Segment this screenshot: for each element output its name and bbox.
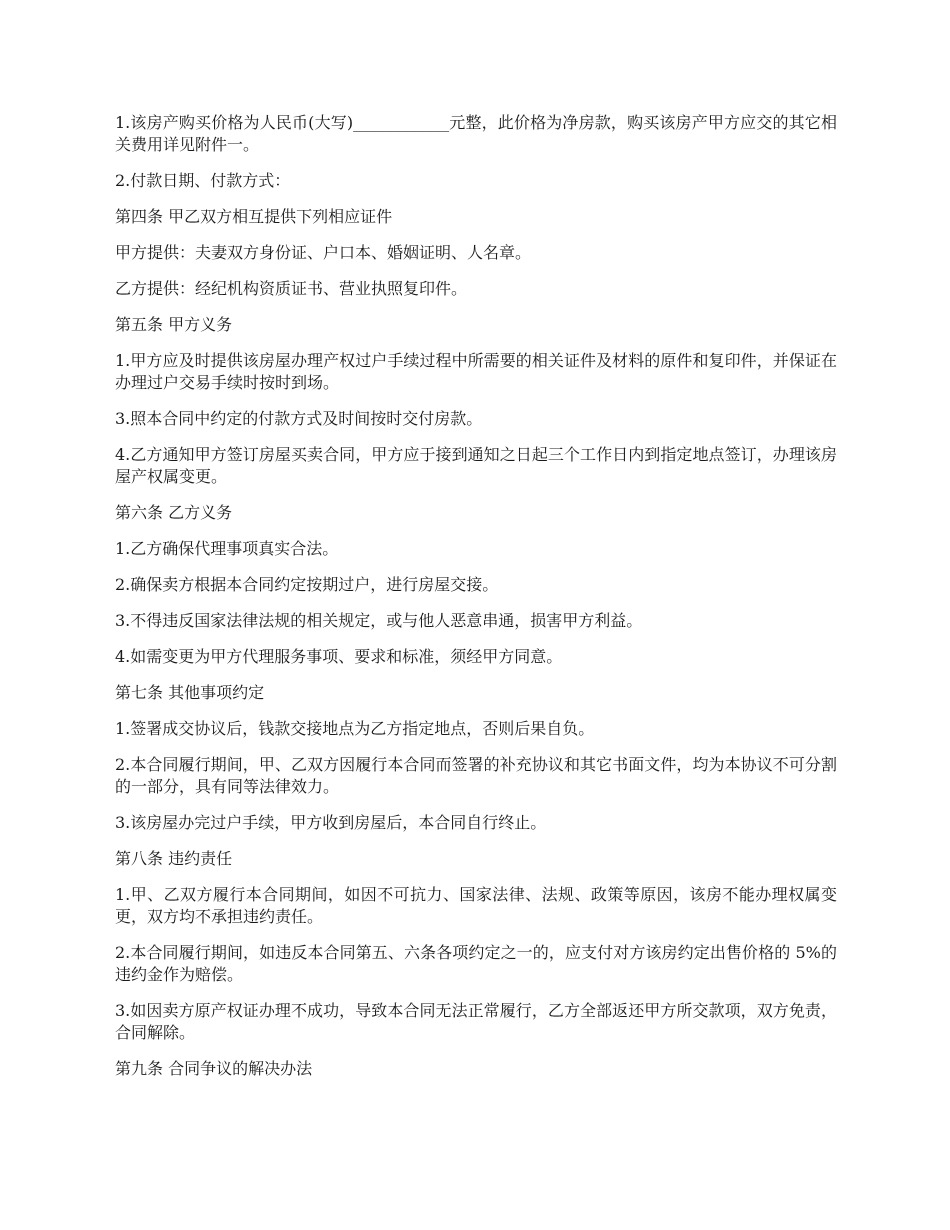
article-5-heading: 第五条 甲方义务	[115, 315, 233, 334]
article-7-item-1: 1.签署成交协议后，钱款交接地点为乙方指定地点，否则后果自负。	[115, 719, 595, 738]
document-body	[115, 112, 837, 1094]
clause-price: 1.该房产购买价格为人民币(大写)____________元整，此价格为净房款，购买该房产甲方应交的其它相关费用详见附件一。	[115, 113, 837, 154]
article-5-item-1: 1.甲方应及时提供该房屋办理产权过户手续过程中所需要的相关证件及材料的原件和复印件，并保证在办理过户交易手续时按时到场。	[115, 351, 837, 392]
article-6-item-3: 3.不得违反国家法律法规的相关规定，或与他人恶意串通，损害甲方利益。	[115, 611, 643, 630]
article-6-item-4: 4.如需变更为甲方代理服务事项、要求和标准，须经甲方同意。	[115, 647, 563, 666]
party-b-documents: 乙方提供：经纪机构资质证书、营业执照复印件。	[115, 279, 468, 298]
article-5-item-3: 3.照本合同中约定的付款方式及时间按时交付房款。	[115, 409, 483, 428]
article-8-item-3: 3.如因卖方原产权证办理不成功，导致本合同无法正常履行，乙方全部返还甲方所交款项，双方免责，合同解除。	[115, 1001, 837, 1042]
article-8-item-1: 1.甲、乙双方履行本合同期间，如因不可抗力、国家法律、法规、政策等原因，该房不能办理权属变更，双方均不承担违约责任。	[115, 885, 837, 926]
article-6-heading: 第六条 乙方义务	[115, 503, 233, 522]
party-a-documents: 甲方提供：夫妻双方身份证、户口本、婚姻证明、人名章。	[115, 243, 532, 262]
article-5-item-4: 4.乙方通知甲方签订房屋买卖合同，甲方应于接到通知之日起三个工作日内到指定地点签订，办理该房屋产权属变更。	[115, 445, 837, 486]
article-6-item-1: 1.乙方确保代理事项真实合法。	[115, 539, 339, 558]
article-7-item-3: 3.该房屋办完过户手续，甲方收到房屋后，本合同自行终止。	[115, 813, 547, 832]
article-7-item-2: 2.本合同履行期间，甲、乙双方因履行本合同而签署的补充协议和其它书面文件，均为本协议不可分割的一部分，具有同等法律效力。	[115, 755, 837, 796]
article-9-heading: 第九条 合同争议的解决办法	[115, 1059, 313, 1078]
article-4-heading: 第四条 甲乙双方相互提供下列相应证件	[115, 207, 393, 226]
article-8-heading: 第八条 违约责任	[115, 849, 233, 868]
article-8-item-2: 2.本合同履行期间，如违反本合同第五、六条各项约定之一的，应支付对方该房约定出售价格的 5%的违约金作为赔偿。	[115, 943, 837, 984]
clause-payment-method: 2.付款日期、付款方式：	[115, 171, 291, 190]
article-6-item-2: 2.确保卖方根据本合同约定按期过户，进行房屋交接。	[115, 575, 499, 594]
article-7-heading: 第七条 其他事项约定	[115, 683, 265, 702]
